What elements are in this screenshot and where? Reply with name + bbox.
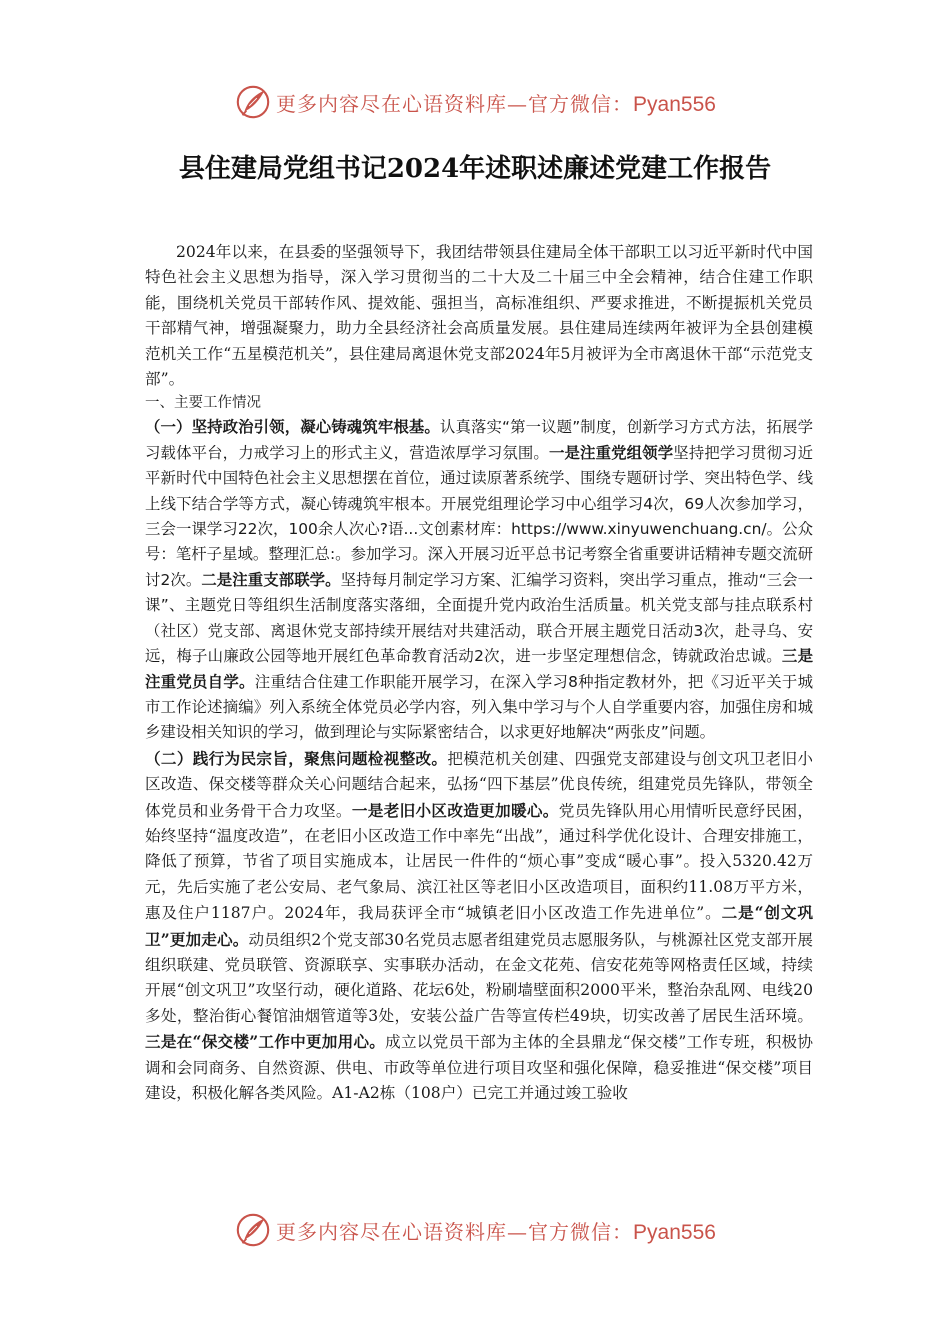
watermark-text: 更多内容尽在心语资料库—官方微信：Pyan556 — [276, 91, 716, 116]
quill-logo-icon — [234, 1211, 272, 1249]
intro-paragraph: 2024年以来，在县委的坚强领导下，我团结带领县住建局全体干部职工以习近平新时代中国特色社会主义思想为指导，深入学习贯彻当的二十大及二十届三中全会精神，结合住建工作职能，围绕机关党员干部转作风、提效能、强担当，高标准组织、严要求推进，不断提振机关党员干部精气神，增强凝聚力，助力全县经济社会高质量发展。县住建局连续两年被评为全县创建模范机关工作“五星模范机关”，县住建局离退休党支部2024年5月被评为全市离退休干部“示范党支部”。 — [145, 243, 813, 389]
part1-lead2: 二是注重支部联学。 — [201, 570, 341, 589]
part1-lead3: 三是注重党员自学。 — [145, 647, 813, 691]
part2-lead3: 三是在“保交楼”工作中更加用心。 — [145, 1032, 386, 1052]
section-heading: 一、主要工作情况 — [145, 395, 261, 412]
part1-lead1: 一是注重党组领学 — [548, 443, 674, 462]
quill-logo-icon — [234, 83, 272, 121]
part1-title: （一）坚持政治引领，凝心铸魂筑牢根基。 — [145, 418, 440, 437]
part2-lead2: 二是“创文巩卫”更加走心。 — [145, 903, 813, 949]
part2-lead1: 一是老旧小区改造更加暖心。 — [351, 800, 559, 820]
watermark-text: 更多内容尽在心语资料库—官方微信：Pyan556 — [276, 1219, 716, 1244]
watermark-banner-bottom — [0, 1210, 950, 1250]
document-title: 县住建局党组书记2024年述职述廉述党建工作报告 — [178, 154, 772, 184]
part1-paragraph: （一）坚持政治引领，凝心铸魂筑牢根基。认真落实“第一议题”制度，创新学习方式方法，拓展学习载体平台，力戒学习上的形式主义，营造浓厚学习氛围。一是注重党组领学坚持把学习贯彻习近平新时代中国特色社会主义思想摆在首位，通过读原著系统学、围绕专题研讨学、突出特色学、线上线下结合学等方式，凝心铸魂筑牢根本。开展党组理论学习中心组学习4次，69人次参加学习，三会一课学习22次，100余人次心?语...文创素材库：https://www.xinyuwenchuang.cn/。公众号：笔杆子星域。整理汇总:。参加学习。深入开展习近平总书记考察全省重要讲话精神专题交流研讨2次。二是注重支部联学。坚持每月制定学习方案、汇编学习资料，突出学习重点，推动“三会一课”、主题党日等组织生活制度落实落细，全面提升党内政治生活质量。机关党支部与挂点联系村（社区）党支部、离退休党支部持续开展结对共建活动，联合开展主题党日活动3次，赴寻乌、安远，梅子山廉政公园等地开展红色革命教育活动2次，进一步坚定理想信念，铸就政治忠诚。三是注重党员自学。注重结合住建工作职能开展学习，在深入学习8种指定教材外，把《习近平关于城市工作论述摘编》列入系统全体党员必学内容，列入集中学习与个人自学重要内容，加强住房和城乡建设相关知识的学习，做到理论与实际紧密结合，以求更好地解决“两张皮”问题。 — [145, 418, 813, 742]
watermark-banner-top — [0, 82, 950, 122]
part2-paragraph: （二）践行为民宗旨，聚焦问题检视整改。把模范机关创建、四强党支部建设与创文巩卫老旧小区改造、保交楼等群众关心问题结合起来，弘扬“四下基层”优良传统，组建党员先锋队，带领全体党员和业务骨干合力攻坚。一是老旧小区改造更加暖心。党员先锋队用心用情听民意纾民困，始终坚持“温度改造”，在老旧小区改造工作中率先“出战”，通过科学优化设计、合理安排施工，降低了预算，节省了项目实施成本，让居民一件件的“烦心事”变成“暖心事”。投入5320.42万元，先后实施了老公安局、老气象局、滨江社区等老旧小区改造项目，面积约11.08万平方米，惠及住户1187户。2024年，我局获评全市“城镇老旧小区改造工作先进单位”。二是“创文巩卫”更加走心。动员组织2个党支部30名党员志愿者组建党员志愿服务队，与桃源社区党支部开展组织联建、党员联管、资源联享、实事联办活动，在金文花苑、信安花苑等网格责任区域，持续开展“创文巩卫”攻坚行动，硬化道路、花坛6处，粉刷墙壁面积2000平米，整治杂乱网、电线20多处，整治街心餐馆油烟管道等3处，安装公益广告等宣传栏49块，切实改善了居民生活环境。三是在“保交楼”工作中更加用心。成立以党员干部为主体的全县鼎龙“保交楼”工作专班，积极协调和会同商务、自然资源、供电、市政等单位进行项目攻坚和强化保障，稳妥推进“保交楼”项目建设，积极化解各类风险。A1-A2栋（108户）已完工并通过竣工验收 — [145, 748, 813, 1102]
document-body — [145, 240, 813, 1106]
part2-title: （二）践行为民宗旨，聚焦问题检视整改。 — [145, 748, 448, 768]
